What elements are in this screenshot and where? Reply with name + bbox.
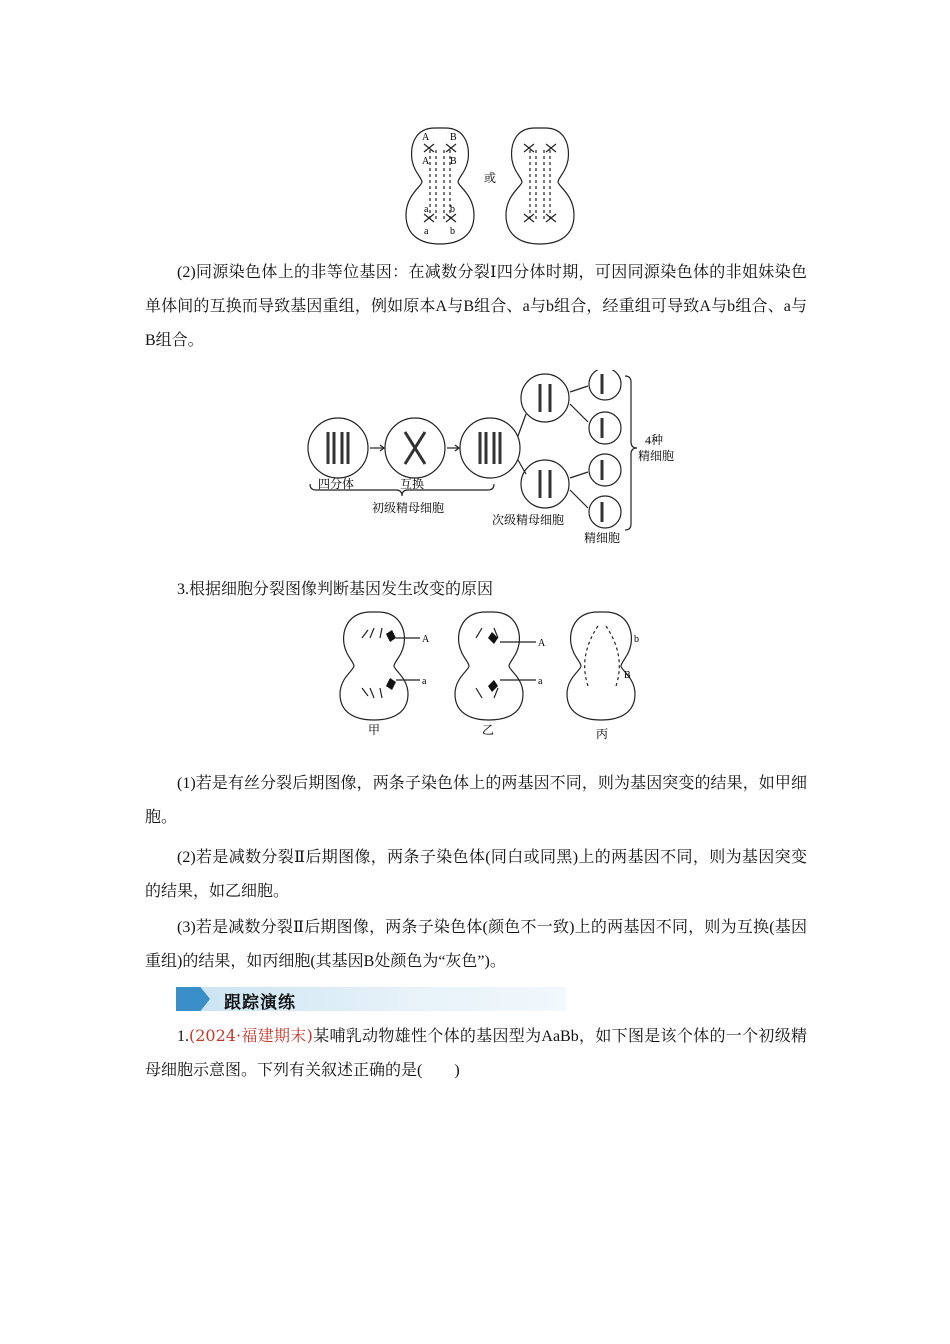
gene-a-label: a — [538, 676, 543, 687]
gene-b-label: b — [634, 634, 639, 645]
question-text: 某哺乳动物雄性个体的基因型为AaBb，如下图是该个体的一个初级精母细胞示意图。下列有关叙述正确的是( ) — [145, 1028, 807, 1079]
label-tetrad: 四分体 — [318, 477, 355, 491]
label-four-sperm-line1: 4种 — [645, 433, 664, 447]
gene-label: B — [450, 132, 457, 143]
label-bing: 丙 — [596, 727, 609, 741]
gene-label: A — [422, 132, 430, 143]
question-number: 1. — [177, 1028, 189, 1045]
cell-yi — [455, 612, 523, 720]
practice-banner-title: 跟踪演练 — [224, 993, 296, 1013]
figure-crossover — [300, 370, 710, 548]
gene-label: b — [450, 226, 455, 237]
cell-bing — [567, 612, 635, 720]
practice-banner — [176, 987, 566, 1011]
point-2: (2)若是减数分裂Ⅱ后期图像，两条子染色体(同白或同黑)上的两基因不同，则为基因突变的结果，如乙细胞。 — [145, 849, 807, 900]
label-crossover: 互换 — [400, 477, 425, 491]
section2-text: (2)同源染色体上的非等位基因：在减数分裂Ⅰ四分体时期，可因同源染色体的非姐妹染色单体间的互换而导致基因重组，例如原本A与B组合、a与b组合，经重组可导致A与b组合、a与B组合。 — [145, 264, 807, 349]
gene-label: a — [424, 204, 429, 215]
cell-right — [506, 128, 574, 244]
gene-label: b — [450, 204, 455, 215]
gene-A-label: A — [422, 634, 430, 645]
gene-label: B — [450, 156, 457, 167]
question-1 — [145, 1019, 807, 1088]
figure-cell-comparison — [336, 608, 656, 743]
gene-a-label: a — [422, 676, 427, 687]
label-primary-spermatocyte: 初级精母细胞 — [372, 501, 445, 515]
label-four-sperm-line2: 精细胞 — [638, 449, 675, 463]
banner-arrow-icon — [176, 987, 210, 1011]
cell-left — [406, 128, 474, 244]
point-3: (3)若是减数分裂Ⅱ后期图像，两条子染色体(颜色不一致)上的两基因不同，则为互换(基因重组)的结果，如丙细胞(其基因B处颜色为“灰色”)。 — [145, 919, 807, 970]
cell-tetrad — [308, 418, 368, 478]
question-source: (2024·福建期末) — [189, 1026, 313, 1045]
point-1: (1)若是有丝分裂后期图像，两条子染色体上的两基因不同，则为基因突变的结果，如甲细胞。 — [145, 775, 807, 826]
gene-label: a — [424, 226, 429, 237]
label-sperm: 精细胞 — [584, 531, 621, 545]
label-jia: 甲 — [368, 723, 381, 737]
cell-primary — [460, 418, 520, 478]
cell-secondary-1 — [521, 374, 569, 422]
section3-title: 3.根据细胞分裂图像判断基因发生改变的原因 — [177, 581, 494, 598]
or-label: 或 — [484, 171, 497, 185]
figure-meiosis-orientation — [400, 120, 580, 250]
cell-secondary-2 — [521, 460, 569, 508]
label-secondary-spermatocyte: 次级精母细胞 — [492, 513, 565, 527]
label-yi: 乙 — [482, 723, 495, 737]
gene-B-label: B — [624, 670, 631, 681]
gene-label: A — [422, 156, 430, 167]
gene-A-label: A — [538, 638, 546, 649]
